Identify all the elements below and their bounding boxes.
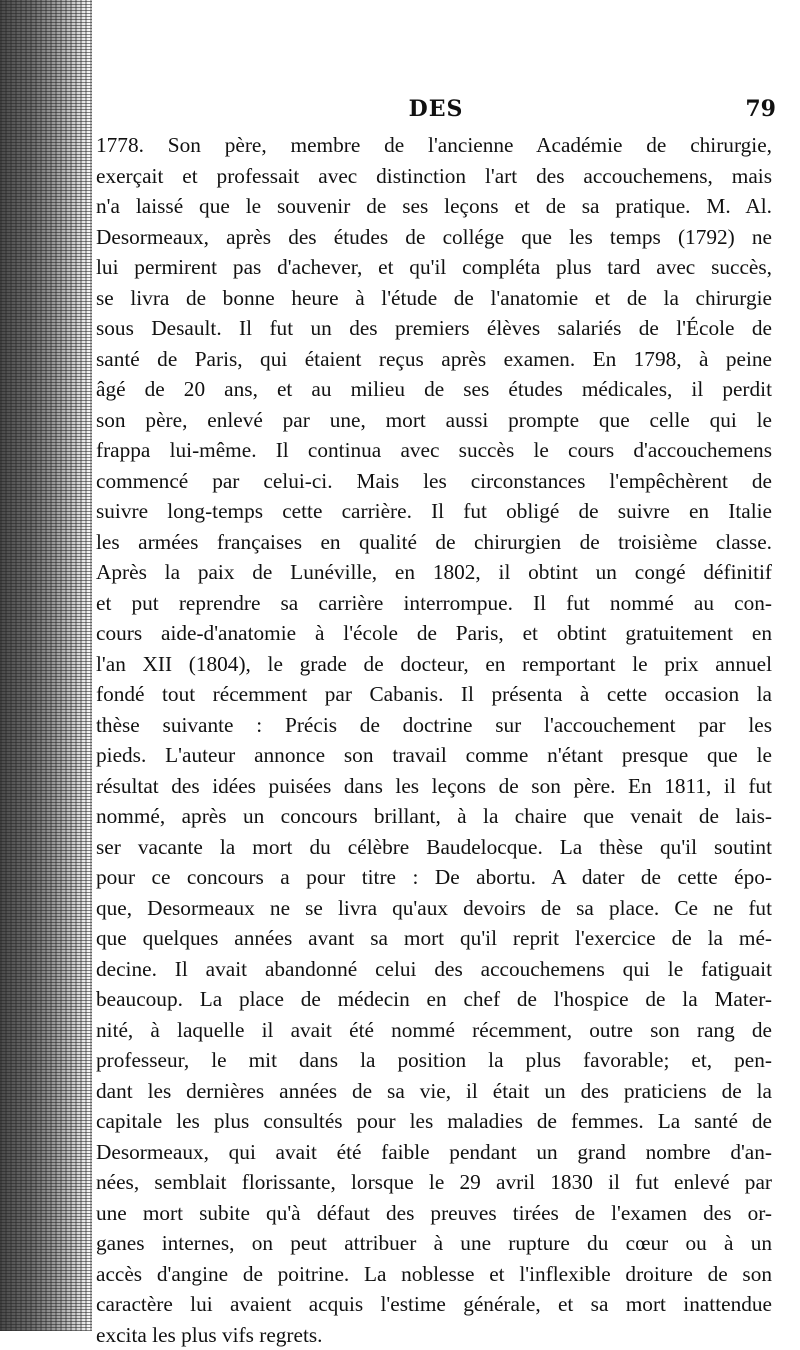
text-line: nité, à laquelle il avait été nommé récemment, outre son rang de (96, 1015, 772, 1046)
text-line: et put reprendre sa carrière interrompue. Il fut nommé au con- (96, 588, 772, 619)
text-line: dant les dernières années de sa vie, il était un des praticiens de la (96, 1076, 772, 1107)
text-line: pour ce concours a pour titre : De abortu. A dater de cette épo- (96, 862, 772, 893)
text-line: 1778. Son père, membre de l'ancienne Académie de chirurgie, (96, 130, 772, 161)
text-line: decine. Il avait abandonné celui des accouchemens qui le fatiguait (96, 954, 772, 985)
text-line: commencé par celui-ci. Mais les circonstances l'empêchèrent de (96, 466, 772, 497)
text-line: n'a laissé que le souvenir de ses leçons et de sa pratique. M. Al. (96, 191, 772, 222)
text-line: l'an XII (1804), le grade de docteur, en remportant le prix annuel (96, 649, 772, 680)
text-line: Desormeaux, après des études de collége que les temps (1792) ne (96, 222, 772, 253)
text-line: frappa lui-même. Il continua avec succès le cours d'accouchemens (96, 435, 772, 466)
text-line: lui permirent pas d'achever, et qu'il compléta plus tard avec succès, (96, 252, 772, 283)
book-binding-edge (0, 0, 92, 1331)
text-line: ser vacante la mort du célèbre Baudelocque. La thèse qu'il soutint (96, 832, 772, 863)
text-line: une mort subite qu'à défaut des preuves tirées de l'examen des or- (96, 1198, 772, 1229)
text-line: Après la paix de Lunéville, en 1802, il obtint un congé définitif (96, 557, 772, 588)
text-line: suivre long-temps cette carrière. Il fut obligé de suivre en Italie (96, 496, 772, 527)
text-line: thèse suivante : Précis de doctrine sur l'accouchement par les (96, 710, 772, 741)
page-header (96, 96, 776, 124)
text-line: santé de Paris, qui étaient reçus après examen. En 1798, à peine (96, 344, 772, 375)
running-title: DES (96, 96, 776, 122)
text-line: cours aide-d'anatomie à l'école de Paris, et obtint gratuitement en (96, 618, 772, 649)
text-line: professeur, le mit dans la position la plus favorable; et, pen- (96, 1045, 772, 1076)
text-line: fondé tout récemment par Cabanis. Il présenta à cette occasion la (96, 679, 772, 710)
text-line: ganes internes, on peut attribuer à une rupture du cœur ou à un (96, 1228, 772, 1259)
text-line: son père, enlevé par une, mort aussi prompte que celle qui le (96, 405, 772, 436)
text-line: les armées françaises en qualité de chirurgien de troisième classe. (96, 527, 772, 558)
text-line: que, Desormeaux ne se livra qu'aux devoirs de sa place. Ce ne fut (96, 893, 772, 924)
text-line: nommé, après un concours brillant, à la chaire que venait de lais- (96, 801, 772, 832)
text-line: que quelques années avant sa mort qu'il reprit l'exercice de la mé- (96, 923, 772, 954)
text-line: accès d'angine de poitrine. La noblesse et l'inflexible droiture de son (96, 1259, 772, 1290)
text-line: âgé de 20 ans, et au milieu de ses études médicales, il perdit (96, 374, 772, 405)
text-line: exerçait et professait avec distinction l'art des accouchemens, mais (96, 161, 772, 192)
text-line: capitale les plus consultés pour les maladies de femmes. La santé de (96, 1106, 772, 1137)
text-line: excita les plus vifs regrets. (96, 1320, 772, 1350)
body-text (96, 130, 772, 1350)
text-line: pieds. L'auteur annonce son travail comme n'étant presque que le (96, 740, 772, 771)
text-line: beaucoup. La place de médecin en chef de l'hospice de la Mater- (96, 984, 772, 1015)
text-line: Desormeaux, qui avait été faible pendant un grand nombre d'an- (96, 1137, 772, 1168)
text-line: se livra de bonne heure à l'étude de l'anatomie et de la chirurgie (96, 283, 772, 314)
text-line: sous Desault. Il fut un des premiers élèves salariés de l'École de (96, 313, 772, 344)
text-line: caractère lui avaient acquis l'estime générale, et sa mort inattendue (96, 1289, 772, 1320)
text-line: nées, semblait florissante, lorsque le 29 avril 1830 il fut enlevé par (96, 1167, 772, 1198)
page-number: 79 (745, 96, 776, 122)
text-line: résultat des idées puisées dans les leçons de son père. En 1811, il fut (96, 771, 772, 802)
